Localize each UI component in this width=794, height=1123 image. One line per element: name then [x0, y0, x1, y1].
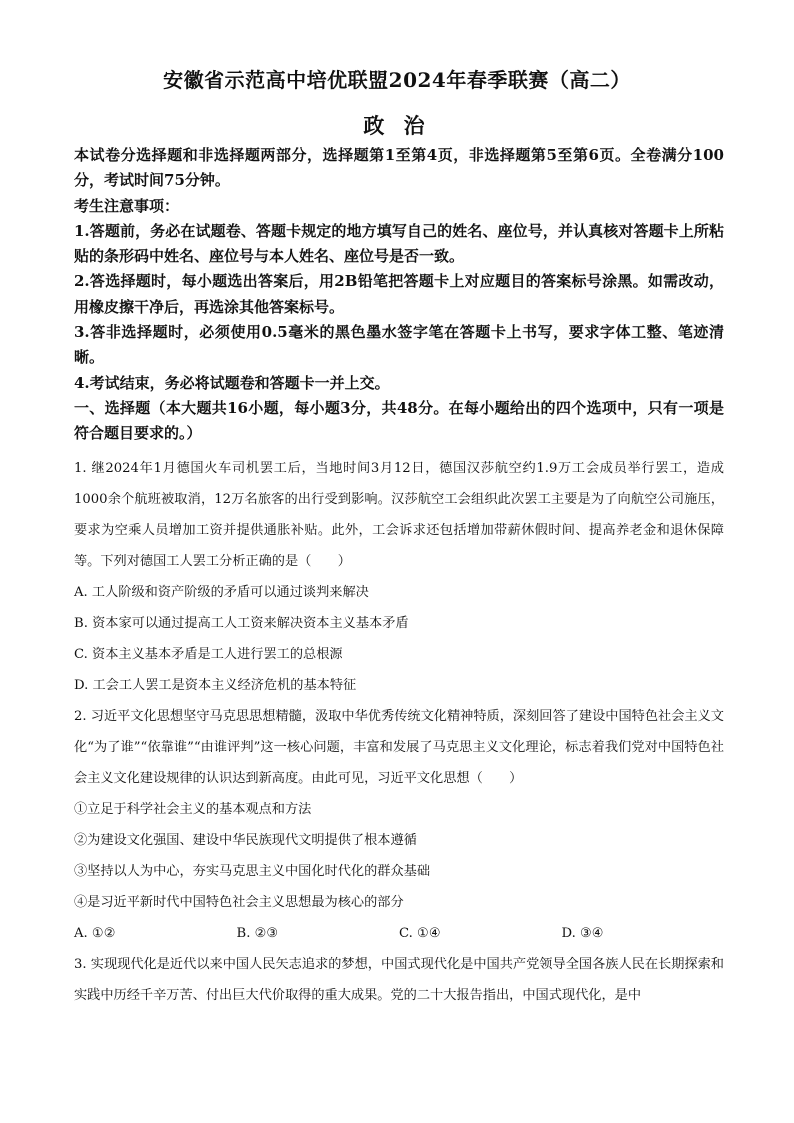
note-item: 4.考试结束，务必将试题卷和答题卡一并上交。 [74, 373, 390, 392]
statement-item: ③坚持以人为中心，夯实马克思主义中国化时代化的群众基础 [74, 863, 431, 879]
answer-option: C. ①④ [399, 925, 441, 941]
notes-title: 考生注意事项： [74, 196, 180, 215]
note-item: 2.答选择题时，每小题选出答案后，用2B铅笔把答题卡上对应题目的答案标号涂黑。如需改动，用橡皮擦干净后，再选涂其他答案标号。 [74, 272, 724, 316]
statement-item: ④是习近平新时代中国特色社会主义思想最为核心的部分 [74, 894, 404, 910]
answer-option: A. ①② [74, 925, 116, 941]
answer-option: B. 资本家可以通过提高工人工资来解决资本主义基本矛盾 [74, 615, 409, 631]
question-stem: 3. 实现现代化是近代以来中国人民矢志追求的梦想，中国式现代化是中国共产党领导全国各族人民在长期探索和实践中历经千辛万苦、付出巨大代价取得的重大成果。党的二十大报告指出，中国式现代化，是中 [74, 956, 724, 1003]
statement-item: ①立足于科学社会主义的基本观点和方法 [74, 801, 312, 817]
answer-options-row [74, 918, 724, 949]
exam-content [74, 143, 724, 1011]
note-item: 1.答题前，务必在试题卷、答题卡规定的地方填写自己的姓名、座位号，并认真核对答题卡上所粘贴的条形码中姓名、座位号与本人姓名、座位号是否一致。 [74, 221, 724, 266]
instructions-intro: 本试卷分选择题和非选择题两部分，选择题第1至第4页，非选择题第5至第6页。全卷满分100分，考试时间75分钟。 [74, 146, 724, 190]
answer-option: D. 工会工人罢工是资本主义经济危机的基本特征 [74, 677, 357, 693]
answer-option: C. 资本主义基本矛盾是工人进行罢工的总根源 [74, 646, 343, 662]
statement-item: ②为建设文化强国、建设中华民族现代文明提供了根本遵循 [74, 832, 417, 848]
section-heading: 一、选择题（本大题共16小题，每小题3分，共48分。在每小题给出的四个选项中，只有一项是符合题目要求的。） [74, 398, 724, 443]
question-stem: 2. 习近平文化思想坚守马克思思想精髓，汲取中华优秀传统文化精神特质，深刻回答了建设中国特色社会主义文化“为了谁”“依靠谁”“由谁评判”这一核心问题，丰富和发展了马克思主义文化理论，标志着我们党对中国特色社会主义文化建设规律的认识达到新高度。由此可见，习近平文化思想（ ） [74, 708, 724, 786]
answer-option: A. 工人阶级和资产阶级的矛盾可以通过谈判来解决 [74, 584, 369, 600]
note-item: 3.答非选择题时，必须使用0.5毫米的黑色墨水签字笔在答题卡上书写，要求字体工整、笔迹清晰。 [74, 323, 724, 367]
question-stem: 1. 继2024年1月德国火车司机罢工后，当地时间3月12日，德国汉莎航空约1.9万工会成员举行罢工，造成1000余个航班被取消，12万名旅客的出行受到影响。汉莎航空工会组织此次罢工主要是为了向航空公司施压，要求为空乘人员增加工资并提供通胀补贴。此外，工会诉求还包括增加带薪休假时间、提高养老金和退休保障等。下列对德国工人罢工分析正确的是（ ） [74, 460, 724, 569]
exam-title: 安徽省示范高中培优联盟2024年春季联赛（高二） [163, 68, 631, 92]
subject-title: 政 治 [363, 113, 431, 138]
answer-option: B. ②③ [236, 925, 279, 941]
answer-option: D. ③④ [561, 925, 604, 941]
